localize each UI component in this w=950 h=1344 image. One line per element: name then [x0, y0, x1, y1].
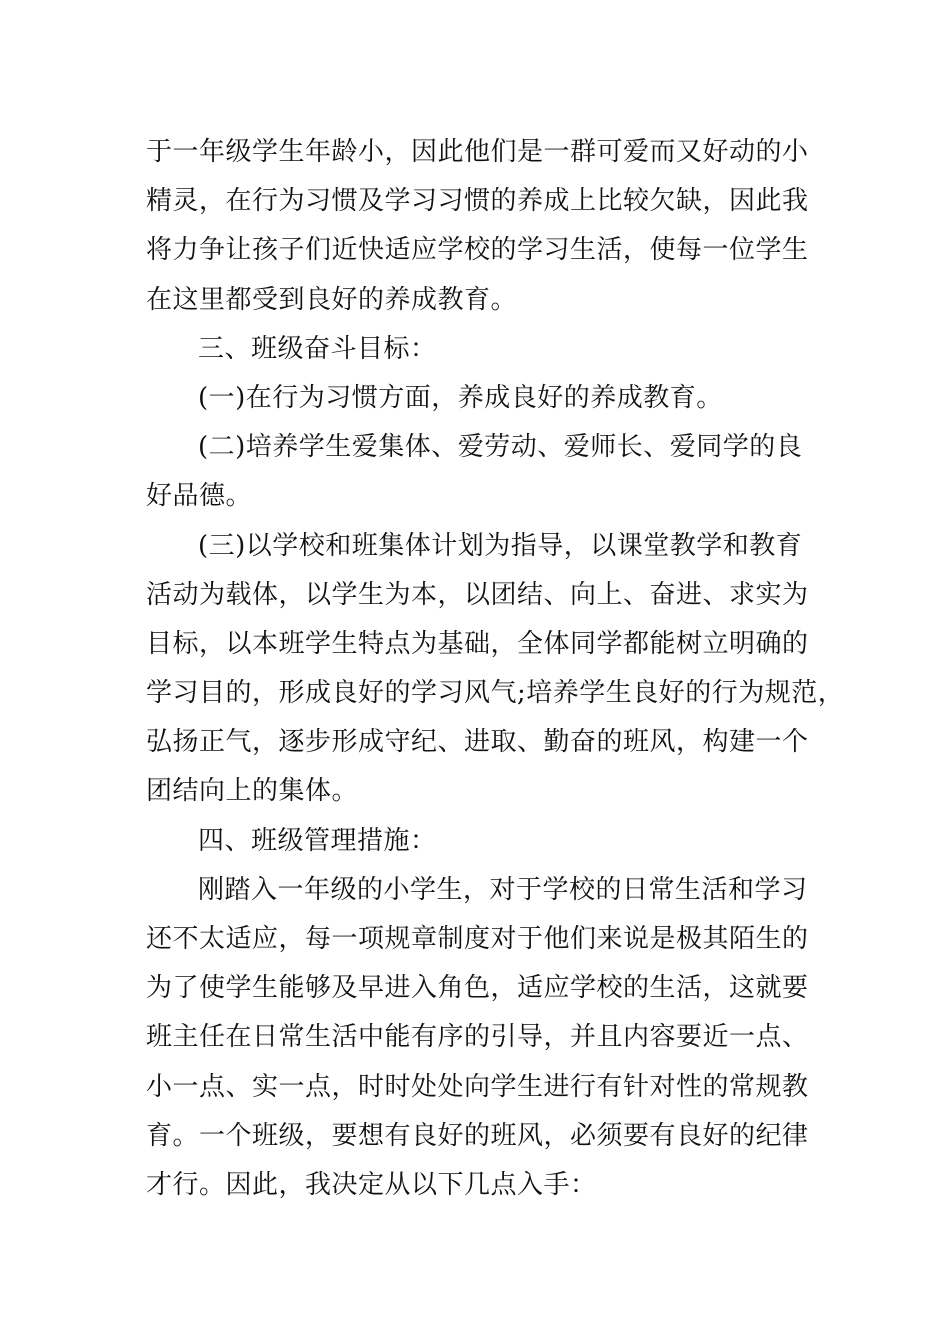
paragraph-line: 小一点、实一点，时时处处向学生进行有针对性的常规教: [146, 1071, 809, 1102]
paragraph-line: 弘扬正气，逐步形成守纪、进取、勤奋的班风，构建一个: [146, 727, 809, 758]
paragraph-line: 为了使学生能够及早进入角色，适应学校的生活，这就要: [146, 973, 809, 1004]
paragraph-line: 还不太适应，每一项规章制度对于他们来说是极其陌生的: [146, 924, 809, 954]
paragraph-line: 才行。因此，我决定从以下几点入手：: [146, 1169, 597, 1200]
paragraph-line: 活动为载体，以学生为本，以团结、向上、奋进、求实为: [146, 579, 809, 610]
paragraph-line: 于一年级学生年龄小，因此他们是一群可爱而又好动的小: [146, 137, 809, 167]
paragraph-line: 育。一个班级，要想有良好的班风，必须要有良好的纪律: [146, 1120, 809, 1151]
goal-item-2: (二)培养学生爱集体、爱劳动、爱师长、爱同学的良: [198, 432, 803, 463]
goal-item-3: (三)以学校和班集体计划为指导，以课堂教学和教育: [198, 530, 803, 561]
paragraph-line: 将力争让孩子们近快适应学校的学习生活，使每一位学生: [146, 235, 809, 266]
paragraph-line: 目标，以本班学生特点为基础，全体同学都能树立明确的: [146, 628, 809, 659]
section-heading-goals: 三、班级奋斗目标：: [198, 333, 437, 364]
paragraph-line: 团结向上的集体。: [146, 776, 359, 807]
paragraph-line: 在这里都受到良好的养成教育。: [146, 284, 518, 315]
section-heading-measures: 四、班级管理措施：: [198, 825, 437, 856]
paragraph-line: 学习目的，形成良好的学习风气;培养学生良好的行为规范，: [146, 678, 845, 709]
paragraph-line: 好品德。: [146, 481, 253, 512]
goal-item-1: (一)在行为习惯方面，养成良好的养成教育。: [198, 382, 723, 413]
paragraph-line: 精灵，在行为习惯及学习习惯的养成上比较欠缺，因此我: [146, 186, 809, 217]
paragraph-line: 刚踏入一年级的小学生，对于学校的日常生活和学习: [198, 874, 808, 905]
paragraph-line: 班主任在日常生活中能有序的引导，并且内容要近一点、: [146, 1022, 809, 1053]
document-body: [146, 128, 845, 1210]
